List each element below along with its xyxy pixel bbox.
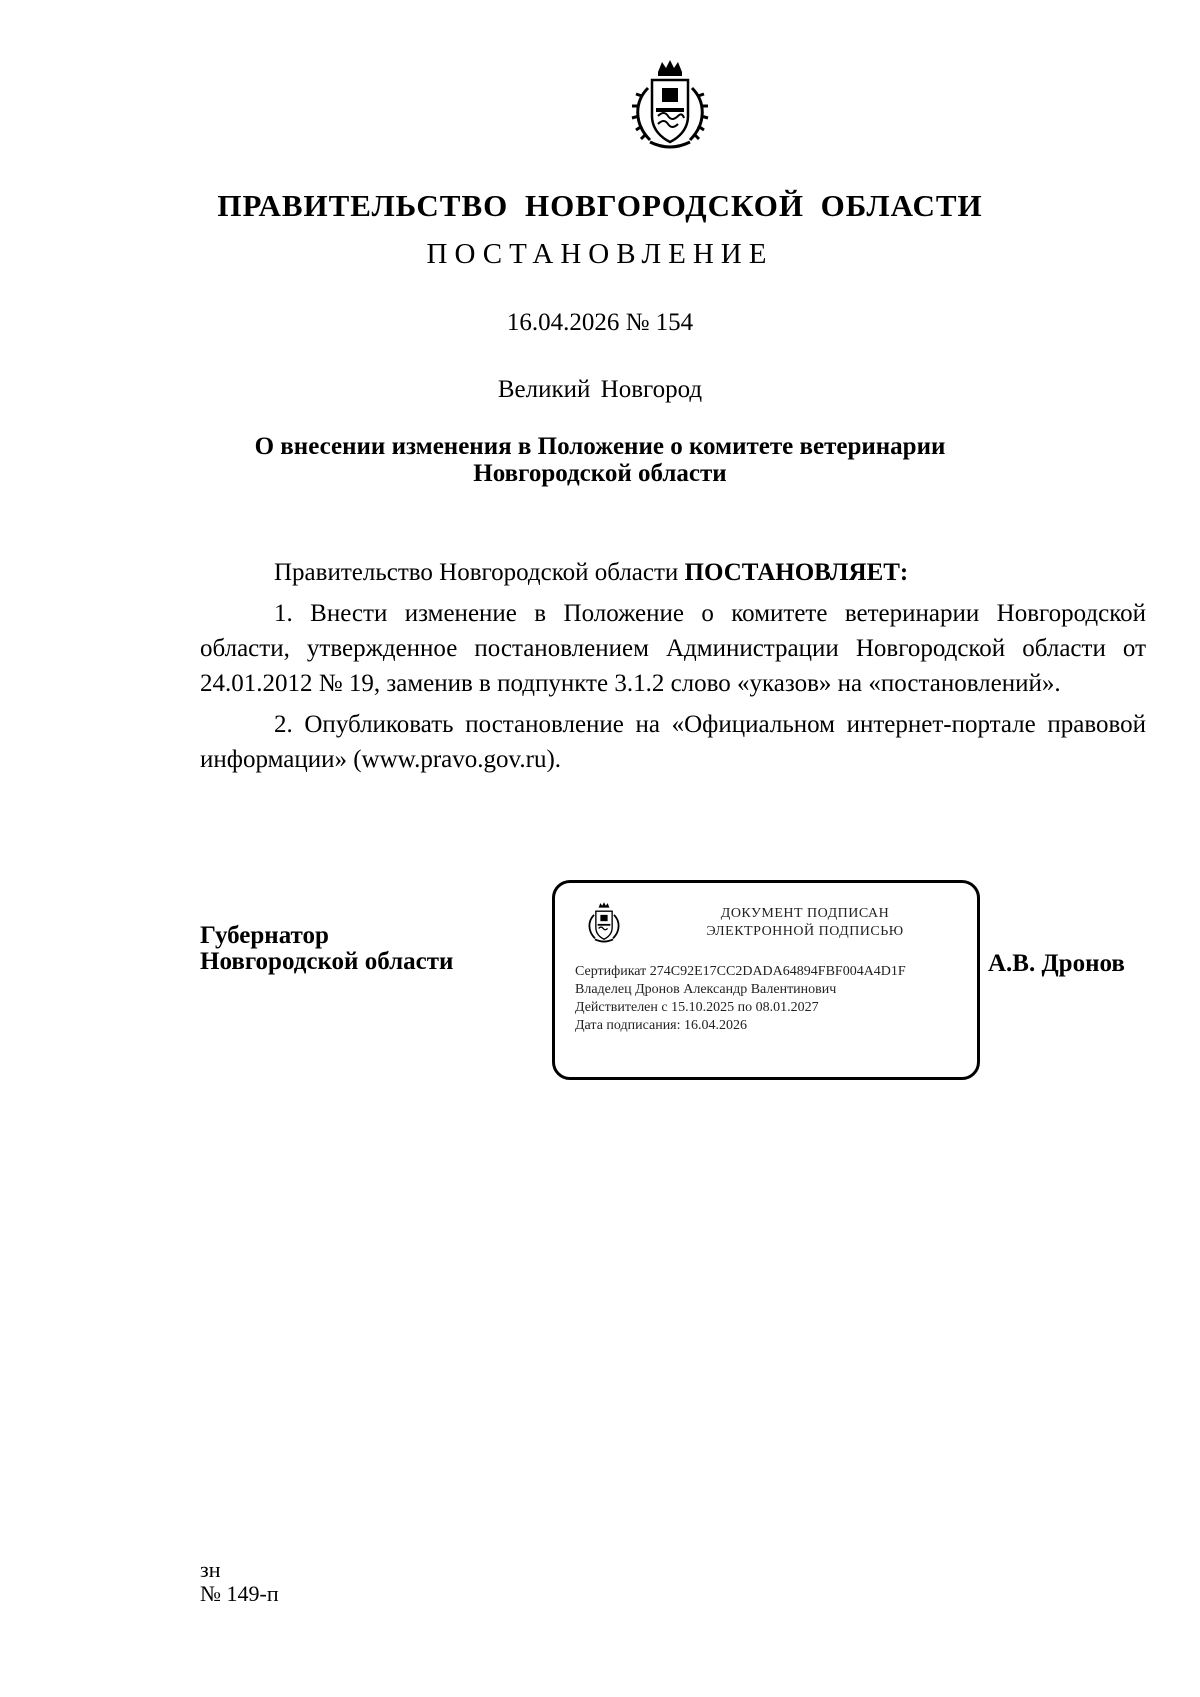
clause-2: 2. Опубликовать постановление на «Официальном интернет-портале правовой информации» (www.pravo.gov.ru). — [200, 711, 1146, 773]
government-name: ПРАВИТЕЛЬСТВО НОВГОРОДСКОЙ ОБЛАСТИ — [217, 188, 983, 223]
document-title — [0, 433, 1200, 487]
document-type: ПОСТАНОВЛЕНИЕ — [426, 238, 774, 270]
stamp-owner: Владелец Дронов Александр Валентинович — [575, 982, 837, 997]
stamp-validity: Действителен с 15.10.2025 по 08.01.2027 — [575, 1000, 819, 1015]
signer-position — [200, 923, 453, 975]
stamp-certificate: Сертификат 274C92E17CC2DADA64894FBF004A4D1F — [575, 964, 906, 979]
novgorod-coat-of-arms-icon — [628, 58, 712, 154]
footer-registry-number: № 149-п — [200, 1581, 279, 1606]
decree-paragraph — [200, 555, 1146, 590]
signer-position-line: Губернатор — [200, 922, 329, 949]
signer-position-line: Новгородской области — [200, 948, 454, 975]
document-body — [200, 555, 1146, 783]
decree-text: Правительство Новгородской области — [274, 559, 685, 586]
stamp-header-line: ЭЛЕКТРОННОЙ ПОДПИСЬЮ — [706, 924, 904, 939]
document-city: Великий Новгород — [497, 376, 703, 403]
footer-initials: зн — [200, 1557, 221, 1582]
novgorod-coat-of-arms-icon — [585, 901, 623, 945]
signer-name: А.В. Дронов — [988, 950, 1125, 977]
electronic-signature-stamp — [552, 880, 980, 1080]
stamp-details — [575, 963, 906, 1035]
document-date-number: 16.04.2026 № 154 — [506, 309, 694, 336]
clause-1: 1. Внести изменение в Положение о комитете ветеринарии Новгородской области, утвержденное постановлением Администрации Новгородской области от 24.01.2012 № 19, заменив в подпункте 3.1.2 слово «указов» на «постановлений». — [200, 600, 1146, 697]
stamp-header — [645, 905, 965, 941]
document-footer — [200, 1558, 279, 1606]
decree-keyword: ПОСТАНОВЛЯЕТ: — [684, 559, 909, 586]
document-title-line: Новгородской области — [473, 460, 727, 487]
stamp-header-line: ДОКУМЕНТ ПОДПИСАН — [720, 906, 890, 921]
stamp-signed-date: Дата подписания: 16.04.2026 — [575, 1018, 748, 1033]
document-title-line: О внесении изменения в Положение о комитете ветеринарии — [254, 433, 946, 460]
